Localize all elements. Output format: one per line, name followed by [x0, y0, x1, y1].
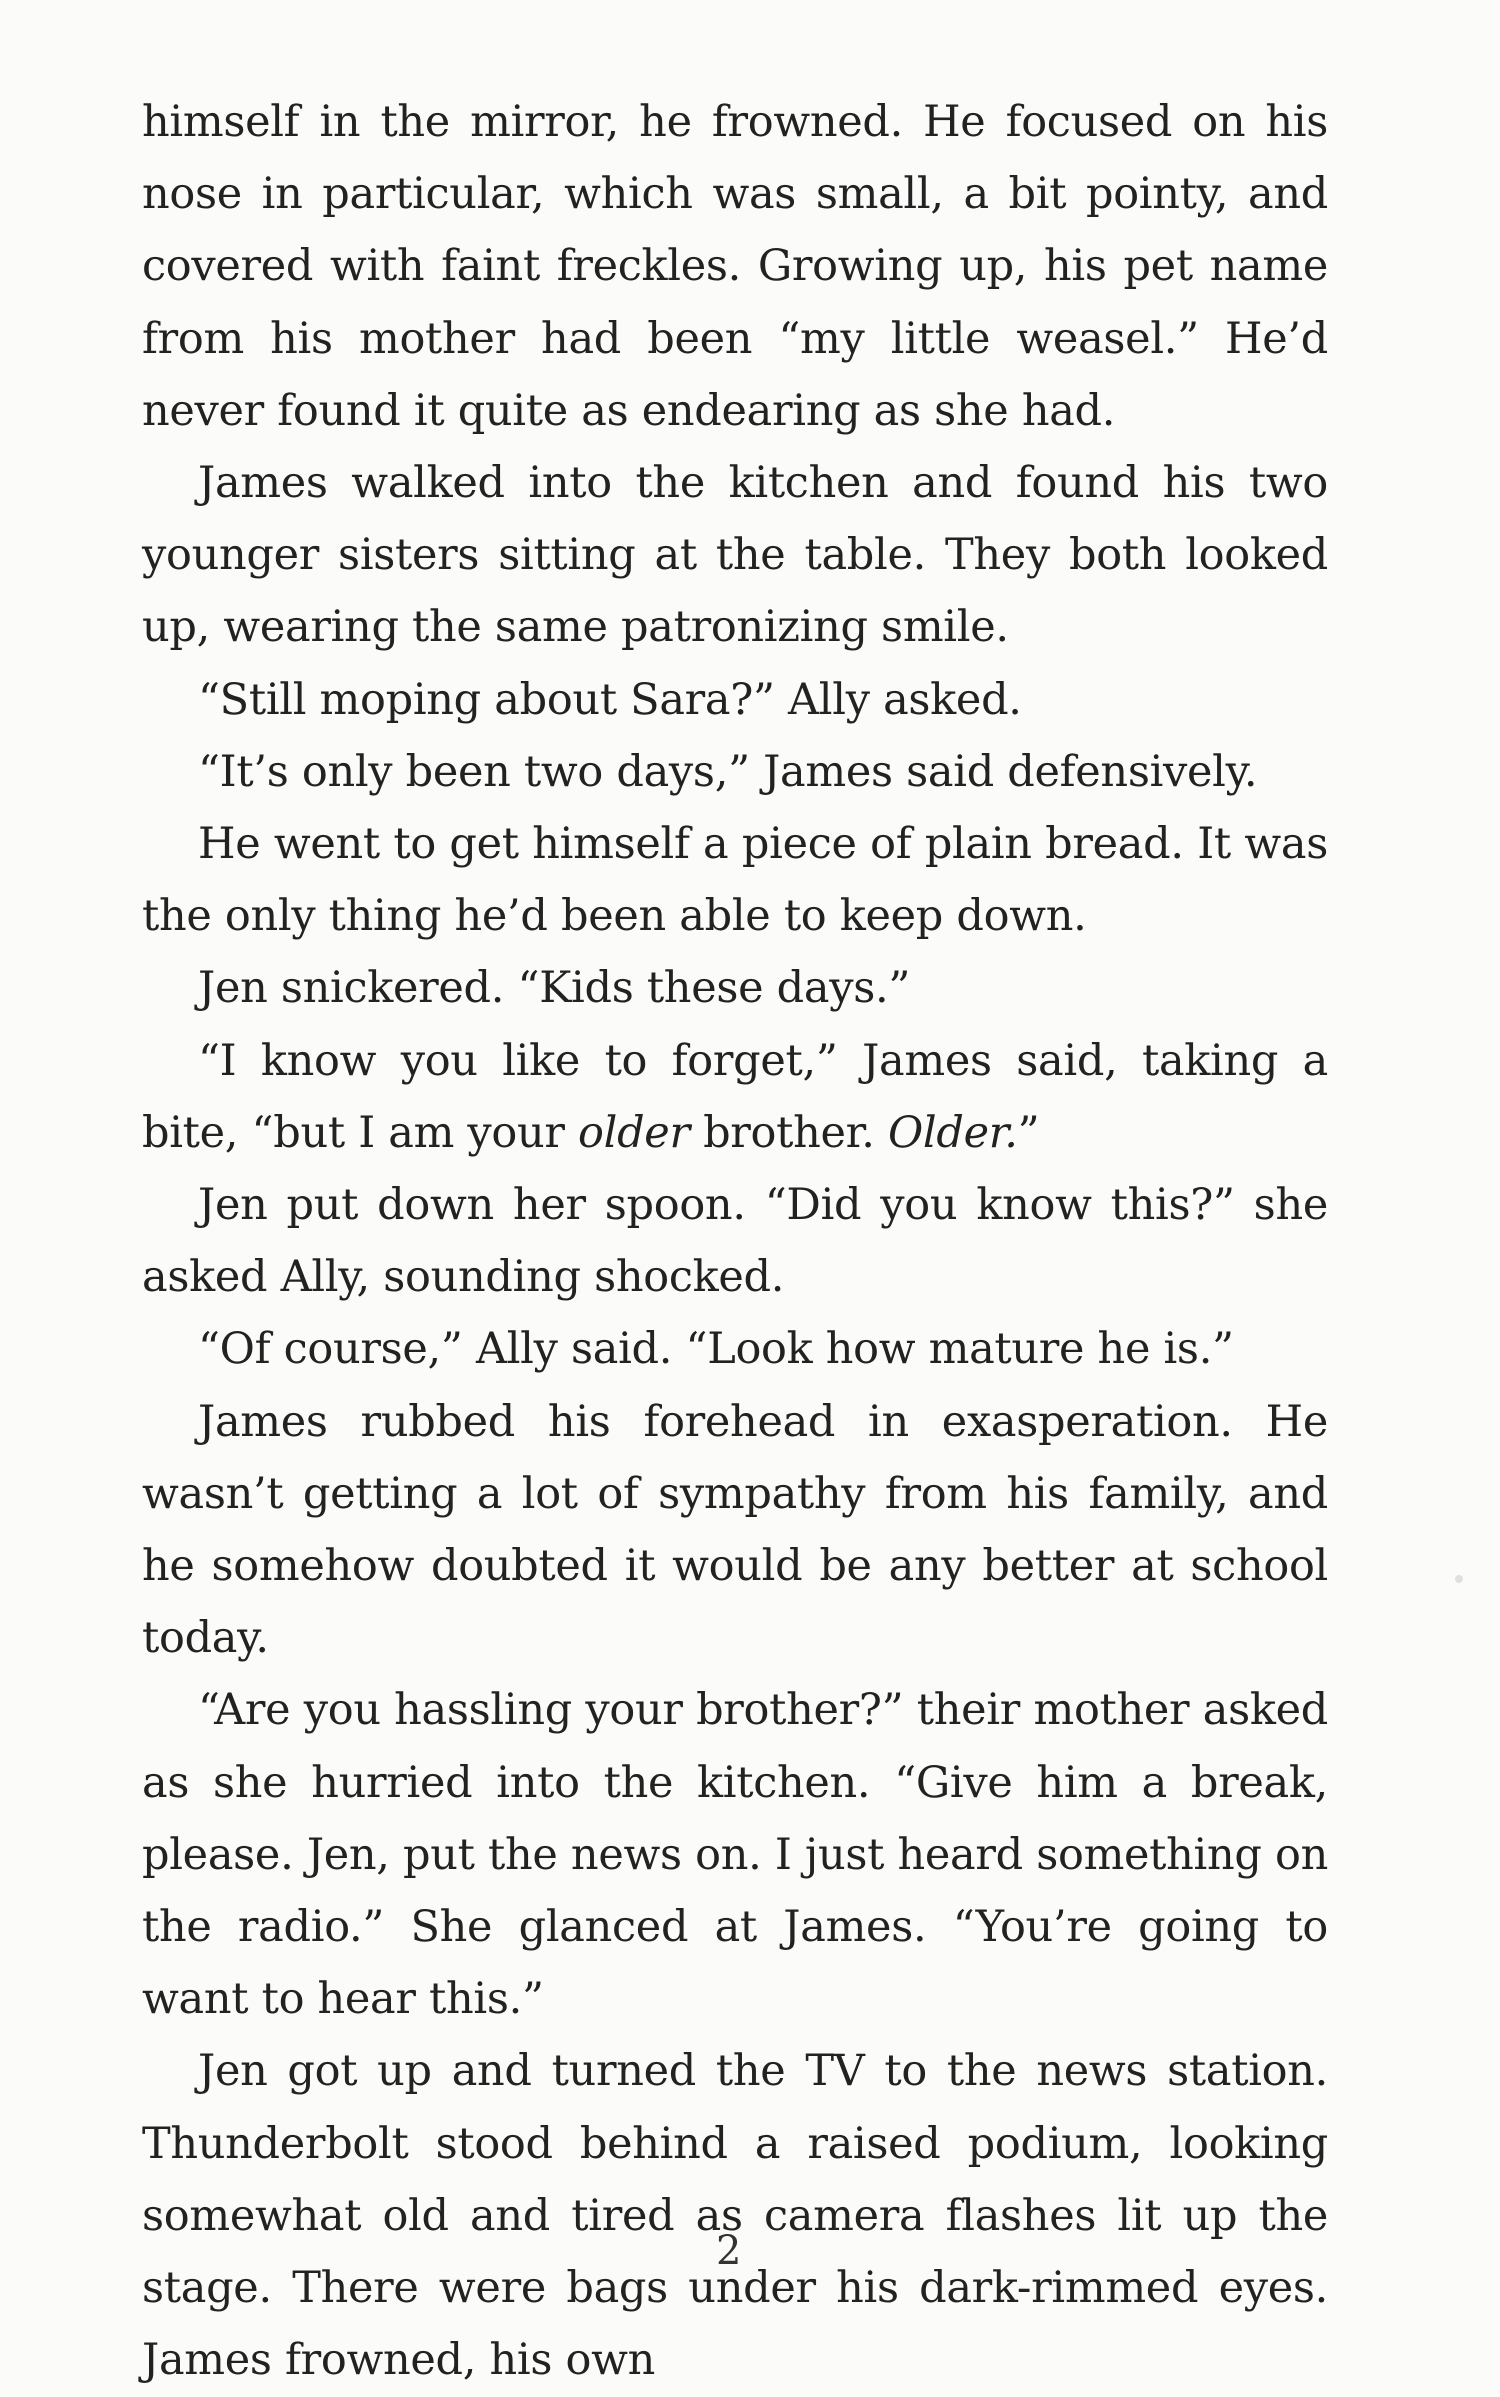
paragraph-12: Jen got up and turned the TV to the news station. Thunderbolt stood behind a raised podium, looking somewhat old and tired as camera flashes lit up the stage. There were bags under his dark-rimmed eyes. James frowned, his own [142, 2046, 1328, 2386]
paragraph-7-closing-quote: ” [1017, 1107, 1040, 1158]
paragraph-11: “Are you hassling your brother?” their mother asked as she hurried into the kitchen. “Give him a break, please. Jen, put the news on. I just heard something on the radio.” She glanced at James. “You’re going to want to hear this.” [142, 1685, 1328, 2025]
page-number: 2 [716, 2228, 742, 2274]
paragraph-6: Jen snickered. “Kids these days.” [198, 963, 911, 1014]
paragraph-3: “Still moping about Sara?” Ally asked. [198, 674, 1022, 725]
paragraph-7-part-2: brother. [689, 1107, 888, 1158]
paragraph-7-part-1: “I know you like to forget,” James said, taking a bite, “but I am your [142, 1035, 1328, 1158]
page-body [142, 86, 1328, 2397]
paragraph-9: “Of course,” Ally said. “Look how mature he is.” [198, 1324, 1234, 1375]
paper-speck [1455, 1575, 1463, 1583]
paragraph-5: He went to get himself a piece of plain bread. It was the only thing he’d been able to keep down. [142, 819, 1328, 942]
paragraph-1: himself in the mirror, he frowned. He focused on his nose in particular, which was small, a bit pointy, and covered with faint freckles. Growing up, his pet name from his mother had been “my little weasel.” He’d never found it quite as endearing as she had. [142, 97, 1328, 436]
paragraph-8: Jen put down her spoon. “Did you know this?” she asked Ally, sounding shocked. [142, 1180, 1328, 1303]
paragraph-7 [142, 1025, 1328, 1169]
paragraph-7-emphasis-older-repeat: Older. [887, 1107, 1018, 1158]
paragraph-4: “It’s only been two days,” James said defensively. [198, 746, 1258, 797]
paragraph-7-emphasis-older: older [578, 1107, 690, 1158]
paragraph-2: James walked into the kitchen and found his two younger sisters sitting at the table. They both looked up, wearing the same patronizing smile. [142, 458, 1328, 653]
paragraph-10: James rubbed his forehead in exasperation. He wasn’t getting a lot of sympathy from his family, and he somehow doubted it would be any better at school today. [142, 1396, 1328, 1664]
